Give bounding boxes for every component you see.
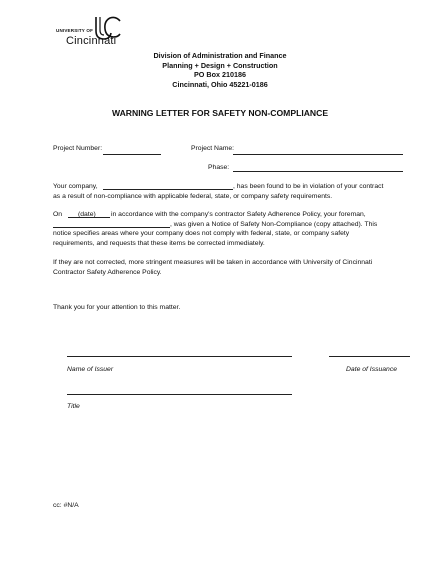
foreman-line[interactable] <box>53 227 170 228</box>
project-name-line[interactable] <box>233 154 403 155</box>
issuer-name-label: Name of Issuer <box>67 366 114 373</box>
para2-date: (date) <box>78 211 96 218</box>
project-number-label: Project Number: <box>53 145 103 152</box>
company-name-line[interactable] <box>103 189 233 190</box>
thank-you-text: Thank you for your attention to this matter. <box>53 304 181 311</box>
para3-policy-text: Contractor Safety Adherence Policy. <box>53 268 162 276</box>
issuance-date-label: Date of Issuance <box>346 366 398 373</box>
header-planning: Planning + Design + Construction <box>162 60 278 70</box>
letter-title: WARNING LETTER FOR SAFETY NON-COMPLIANCE <box>111 108 329 118</box>
logo-cincinnati: Cincinnati <box>66 35 117 47</box>
issuance-date-line[interactable] <box>329 356 410 357</box>
header-po-box: PO Box 210186 <box>194 70 246 79</box>
para2-accordance-text: in accordance with the company's contractor Safety Adherence Policy, your foreman, <box>111 211 366 218</box>
issuer-title-label: Title <box>67 403 80 410</box>
header-city: Cincinnati, Ohio 45221-0186 <box>172 79 268 89</box>
para2-specifies-text: notice specifies areas where your company does not comply with federal, state, or company safety <box>53 230 350 238</box>
para3-corrected-text: If they are not corrected, more stringent measures will be taken in accordance with University of Cincinnati <box>53 259 373 266</box>
issuer-title-line[interactable] <box>67 394 292 395</box>
para2-notice-text: , was given a Notice of Safety Non-Compliance (copy attached). This <box>170 220 378 228</box>
logo-university-of: UNIVERSITY OF <box>56 28 94 33</box>
project-name-label: Project Name: <box>191 145 235 152</box>
para1-your-company: Your company, <box>53 183 98 190</box>
issuer-name-line[interactable] <box>67 356 292 357</box>
para2-on: On <box>53 211 63 218</box>
date-line[interactable] <box>68 217 110 218</box>
para1-noncompliance-text: as a result of non-compliance with applicable federal, state, or company safety requirements. <box>53 192 333 200</box>
header-division: Division of Administration and Finance <box>153 51 287 60</box>
para1-violation-text: , has been found to be in violation of your contract <box>233 183 384 190</box>
phase-label: Phase: <box>208 164 230 171</box>
para2-requirements-text: requirements, and requests that these items be corrected immediately. <box>53 239 265 247</box>
phase-line[interactable] <box>233 171 403 172</box>
cc-text: cc: #N/A <box>53 502 79 509</box>
project-number-line[interactable] <box>103 154 161 155</box>
